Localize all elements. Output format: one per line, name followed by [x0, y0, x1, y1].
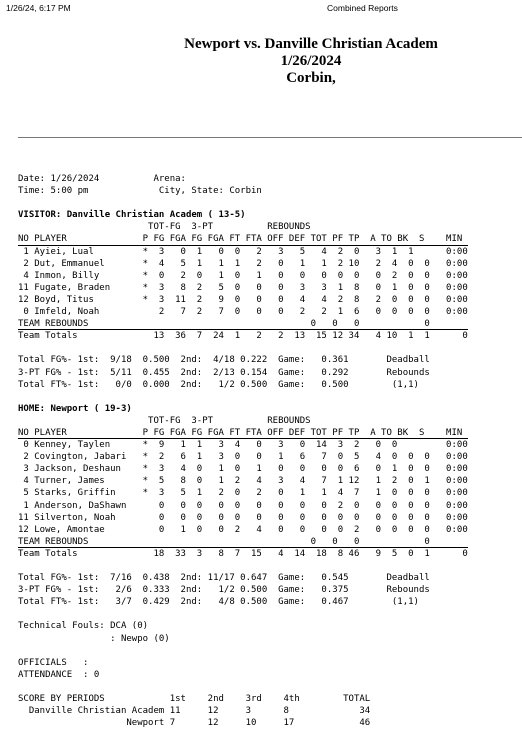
visitor-column-header: NO PLAYER P FG FGA FG FGA FT FTA OFF DEF TOT PF TP A TO BK S MIN	[18, 233, 468, 245]
periods-header: SCORE BY PERIODS 1st 2nd 3rd 4th TOTAL	[18, 694, 371, 705]
blank-line	[18, 608, 468, 620]
visitor-column-group-header: TOT-FG 3-PT REBOUNDS	[18, 222, 311, 233]
home-team-rebounds-row: TEAM REBOUNDS 0 0 0 0	[18, 536, 468, 548]
home-player-row: 3 Jackson, Deshaun * 3 4 0 1 0 1 0 0 0 0 6 0 1 0 0 0:00	[18, 464, 468, 475]
home-player-row: 5 Starks, Griffin * 3 5 1 2 0 2 0 1 1 4 7 1 0 0 0 0:00	[18, 488, 468, 499]
box-score-report	[18, 173, 468, 729]
visitor-player-row: 2 Dut, Emmanuel * 4 5 1 1 1 2 0 1 1 2 10 2 4 0 0 0:00	[18, 258, 468, 269]
blank-line	[18, 681, 468, 693]
game-time-location: Time: 5:00 pm City, State: Corbin	[18, 186, 262, 197]
home-player-row: 4 Turner, James * 5 8 0 1 2 4 3 4 7 1 12 1 2 0 1 0:00	[18, 476, 468, 487]
home-ft-pct-row: Total FT%- 1st: 3/7 0.429 2nd: 4/8 0.500 Game: 0.467 (1,1)	[18, 597, 419, 608]
blank-line	[18, 560, 468, 572]
game-date: Date: 1/26/2024 Arena:	[18, 174, 192, 184]
technical-fouls-home: : Newpo (0)	[18, 633, 170, 644]
visitor-player-row: 11 Fugate, Braden * 3 8 2 5 0 0 0 3 3 1 8 0 1 0 0 0:00	[18, 282, 468, 293]
blank-line	[18, 645, 468, 657]
periods-row: Danville Christian Academ 11 12 3 8 34	[18, 706, 371, 717]
print-datetime: 1/26/24, 6:17 PM	[6, 3, 71, 13]
visitor-fg-pct-row: Total FG%- 1st: 9/18 0.500 2nd: 4/18 0.222 Game: 0.361 Deadball	[18, 355, 430, 366]
visitor-ft-pct-row: Total FT%- 1st: 0/0 0.000 2nd: 1/2 0.500 Game: 0.500 (1,1)	[18, 379, 419, 390]
blank-line	[18, 197, 468, 209]
home-column-group-header: TOT-FG 3-PT REBOUNDS	[18, 415, 311, 426]
home-team-totals-row: Team Totals 18 33 3 8 7 15 4 14 18 8 46 9 5 0 1 0	[18, 548, 468, 559]
home-player-row: 2 Covington, Jabari * 2 6 1 3 0 0 1 6 7 0 5 4 0 0 0 0:00	[18, 452, 468, 463]
officials: OFFICIALS :	[18, 657, 89, 668]
home-player-row: 11 Silverton, Noah 0 0 0 0 0 0 0 0 0 0 0 0 0 0 0 0:00	[18, 512, 468, 523]
visitor-player-row: 12 Boyd, Titus * 3 11 2 9 0 0 0 4 4 2 8 2 0 0 0 0:00	[18, 294, 468, 305]
technical-fouls-visitor: Technical Fouls: DCA (0)	[18, 621, 149, 632]
home-player-row: 1 Anderson, DaShawn 0 0 0 0 0 0 0 0 0 2 0 0 0 0 0 0:00	[18, 500, 468, 511]
visitor-team-rebounds-row: TEAM REBOUNDS 0 0 0 0	[18, 318, 468, 330]
report-title	[130, 36, 492, 87]
title-divider	[18, 137, 522, 138]
home-player-row: 0 Kenney, Taylen * 9 1 1 3 4 0 3 0 14 3 2 0 0 0:00	[18, 440, 468, 451]
periods-row: Newport 7 12 10 17 46	[18, 718, 371, 729]
visitor-player-row: 0 Imfeld, Noah 2 7 2 7 0 0 0 2 2 1 6 0 0 0 0 0:00	[18, 307, 468, 318]
attendance: ATTENDANCE : 0	[18, 669, 100, 680]
home-team-heading: HOME: Newport ( 19-3)	[18, 403, 132, 414]
visitor-3pt-pct-row: 3-PT FG% - 1st: 5/11 0.455 2nd: 2/13 0.154 Game: 0.292 Rebounds	[18, 367, 430, 378]
report-title-location: Corbin,	[286, 70, 336, 86]
home-player-row: 12 Lowe, Amontae 0 1 0 0 2 4 0 0 0 0 2 0 0 0 0 0:00	[18, 524, 468, 535]
visitor-team-totals-row: Team Totals 13 36 7 24 1 2 2 13 15 12 34 4 10 1 1 0	[18, 331, 468, 342]
visitor-player-row: 1 Ayiei, Lual * 3 0 1 0 0 2 3 5 4 2 0 3 1 1 0:00	[18, 246, 468, 257]
visitor-team-heading: VISITOR: Danville Christian Academ ( 13-5)	[18, 210, 246, 221]
home-fg-pct-row: Total FG%- 1st: 7/16 0.438 2nd: 11/17 0.647 Game: 0.545 Deadball	[18, 573, 430, 584]
home-column-header: NO PLAYER P FG FGA FG FGA FT FTA OFF DEF TOT PF TP A TO BK S MIN	[18, 427, 468, 439]
home-3pt-pct-row: 3-PT FG% - 1st: 2/6 0.333 2nd: 1/2 0.500 Game: 0.375 Rebounds	[18, 585, 430, 596]
visitor-player-row: 4 Inmon, Billy * 0 2 0 1 0 1 0 0 0 0 0 0 2 0 0 0:00	[18, 270, 468, 281]
blank-line	[18, 342, 468, 354]
print-title: Combined Reports	[327, 3, 398, 13]
report-title-matchup: Newport vs. Danville Christian Academ	[184, 36, 438, 52]
blank-line	[18, 391, 468, 403]
report-title-date: 1/26/2024	[280, 53, 342, 69]
